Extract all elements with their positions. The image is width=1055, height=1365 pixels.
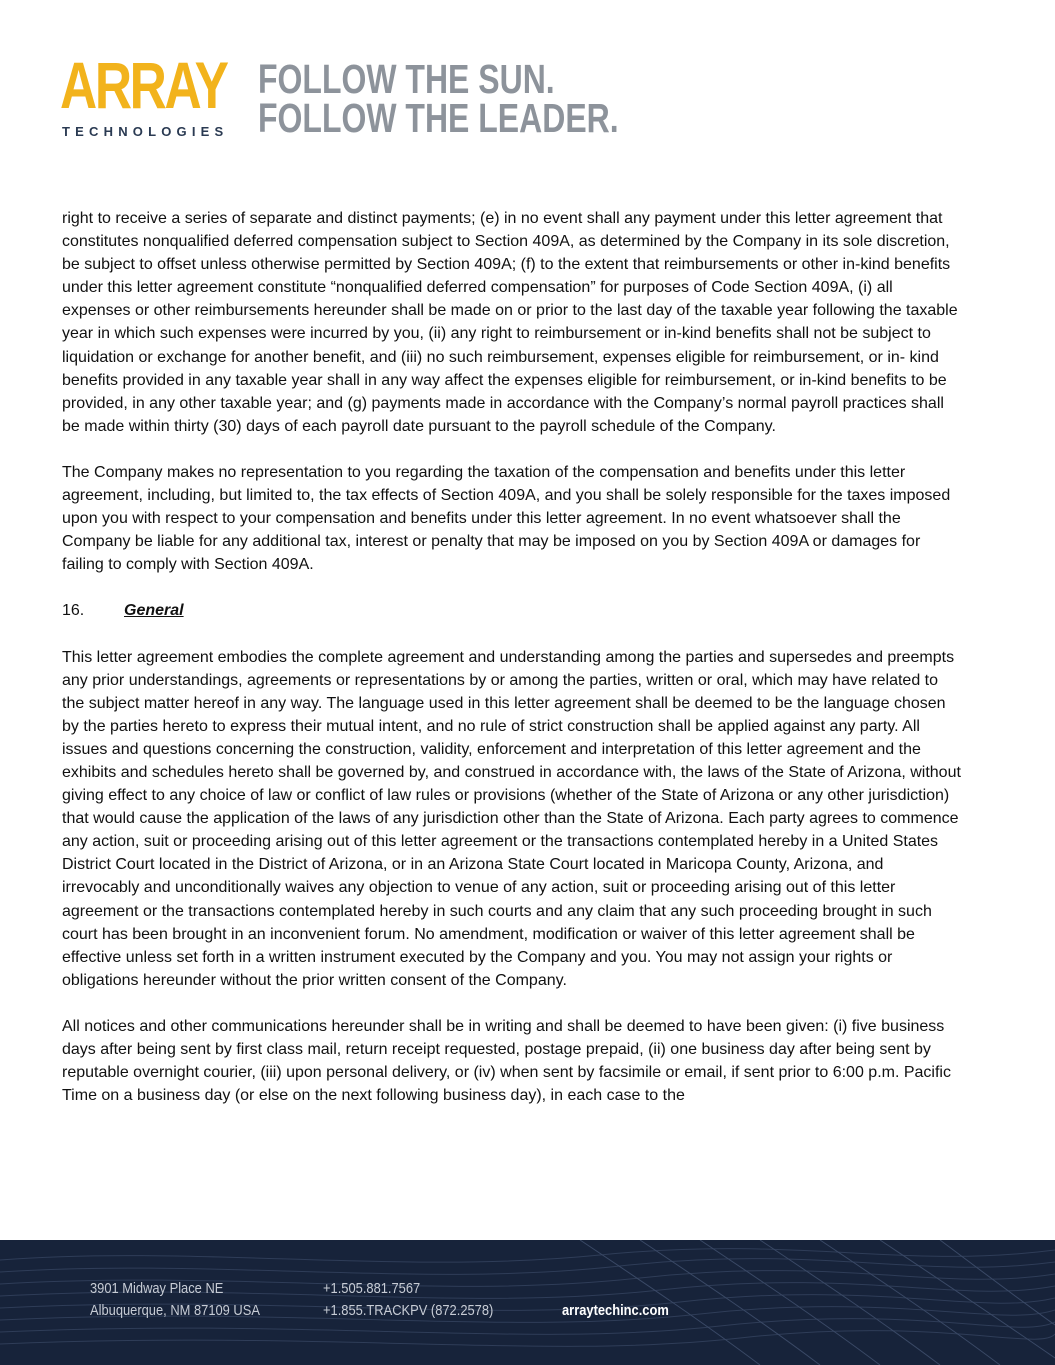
- body-paragraph: The Company makes no representation to you regarding the taxation of the compensation and benefits under this letter agreement, including, but limited to, the tax effects of Section 409A, and you shall be solely responsible for the taxes imposed upon you with respect to your compensation and benefits under this letter agreement. In no event whatsoever shall the Company be liable for any additional tax, interest or penalty that may be imposed on you by Section 409A or damages for failing to comply with Section 409A.: [62, 463, 951, 574]
- footer-phone-line: +1.855.TRACKPV (872.2578): [323, 1302, 494, 1319]
- footer-website-link[interactable]: arraytechinc.com: [562, 1302, 669, 1319]
- tagline-line-1: FOLLOW THE SUN.: [258, 56, 555, 102]
- letter-body: [62, 207, 962, 1107]
- body-paragraph: right to receive a series of separate and distinct payments; (e) in no event shall any payment under this letter agreement that constitutes nonqualified deferred compensation subject to Section 409A, as determined by the Company in its sole discretion, be subject to offset unless otherwise permitted by Section 409A; (f) to the extent that reimbursements or other in-kind benefits under this letter agreement constitute “nonqualified deferred compensation” for purposes of Code Section 409A, (i) all expenses or other reimbursements hereunder shall be made on or prior to the last day of the taxable year following the taxable year in which such expenses were incurred by you, (ii) any right to reimbursement or in-kind benefits shall not be subject to liquidation or exchange for another benefit, and (iii) no such reimbursement, expenses eligible for reimbursement, or in- kind benefits provided in any taxable year shall in any way affect the expenses eligible for reimbursement, or in-kind benefits to be provided, in any other taxable year; and (g) payments made in accordance with the Company’s normal payroll practices shall be made within thirty (30) days of each payroll date pursuant to the payroll schedule of the Company.: [62, 210, 958, 435]
- footer-address-line: 3901 Midway Place NE: [90, 1280, 224, 1297]
- body-paragraph: All notices and other communications hereunder shall be in writing and shall be deemed to have been given: (i) five business days after being sent by first class mail, return receipt requested, postage prepaid, (ii) one business day after being sent by reputable overnight courier, (iii) upon personal delivery, or (iv) when sent by facsimile or email, if sent prior to 6:00 p.m. Pacific Time on a business day (or else on the next following business day), in each case to the: [62, 1017, 951, 1105]
- footer-address: [90, 1278, 260, 1322]
- footer-phone: [323, 1278, 493, 1322]
- letterhead-footer: [0, 1240, 1055, 1365]
- footer-phone-line: +1.505.881.7567: [323, 1280, 421, 1297]
- section-number: 16.: [62, 602, 85, 620]
- company-logo-subtitle: TECHNOLOGIES: [62, 124, 229, 139]
- letterhead: [0, 0, 1055, 170]
- body-paragraph: This letter agreement embodies the complete agreement and understanding among the parties and supersedes and preempts any prior understandings, agreements or representations by or among the parties, written or oral, which may have related to the subject matter hereof in any way. The language used in this letter agreement shall be deemed to be the language chosen by the parties hereto to express their mutual intent, and no rule of strict construction shall be applied against any party. All issues and questions concerning the construction, validity, enforcement and interpretation of this letter agreement and the exhibits and schedules hereto shall be governed by, and construed in accordance with, the laws of the State of Arizona, without giving effect to any choice of law or conflict of law rules or provisions (whether of the State of Arizona or any other jurisdiction) that would cause the application of the laws of any jurisdiction other than the State of Arizona. Each party agrees to commence any action, suit or proceeding arising out of this letter agreement or the transactions contemplated hereby in a United States District Court located in the District of Arizona, or in an Arizona State Court located in Maricopa County, Arizona, and irrevocably and unconditionally waives any objection to venue of any action, suit or proceeding arising out of this letter agreement or the transactions contemplated hereby in such courts and any claim that any such proceeding brought in such court has been brought in an inconvenient forum. No amendment, modification or waiver of this letter agreement shall be effective unless set forth in a written instrument executed by the Company and you. You may not assign your rights or obligations hereunder without the prior written consent of the Company.: [62, 648, 961, 989]
- section-heading: [62, 599, 962, 622]
- company-logo-wordmark: ARRAY: [60, 48, 227, 122]
- company-tagline: [258, 56, 619, 141]
- footer-address-line: Albuquerque, NM 87109 USA: [90, 1302, 260, 1319]
- tagline-line-2: FOLLOW THE LEADER.: [258, 95, 619, 141]
- section-title: General: [124, 602, 184, 620]
